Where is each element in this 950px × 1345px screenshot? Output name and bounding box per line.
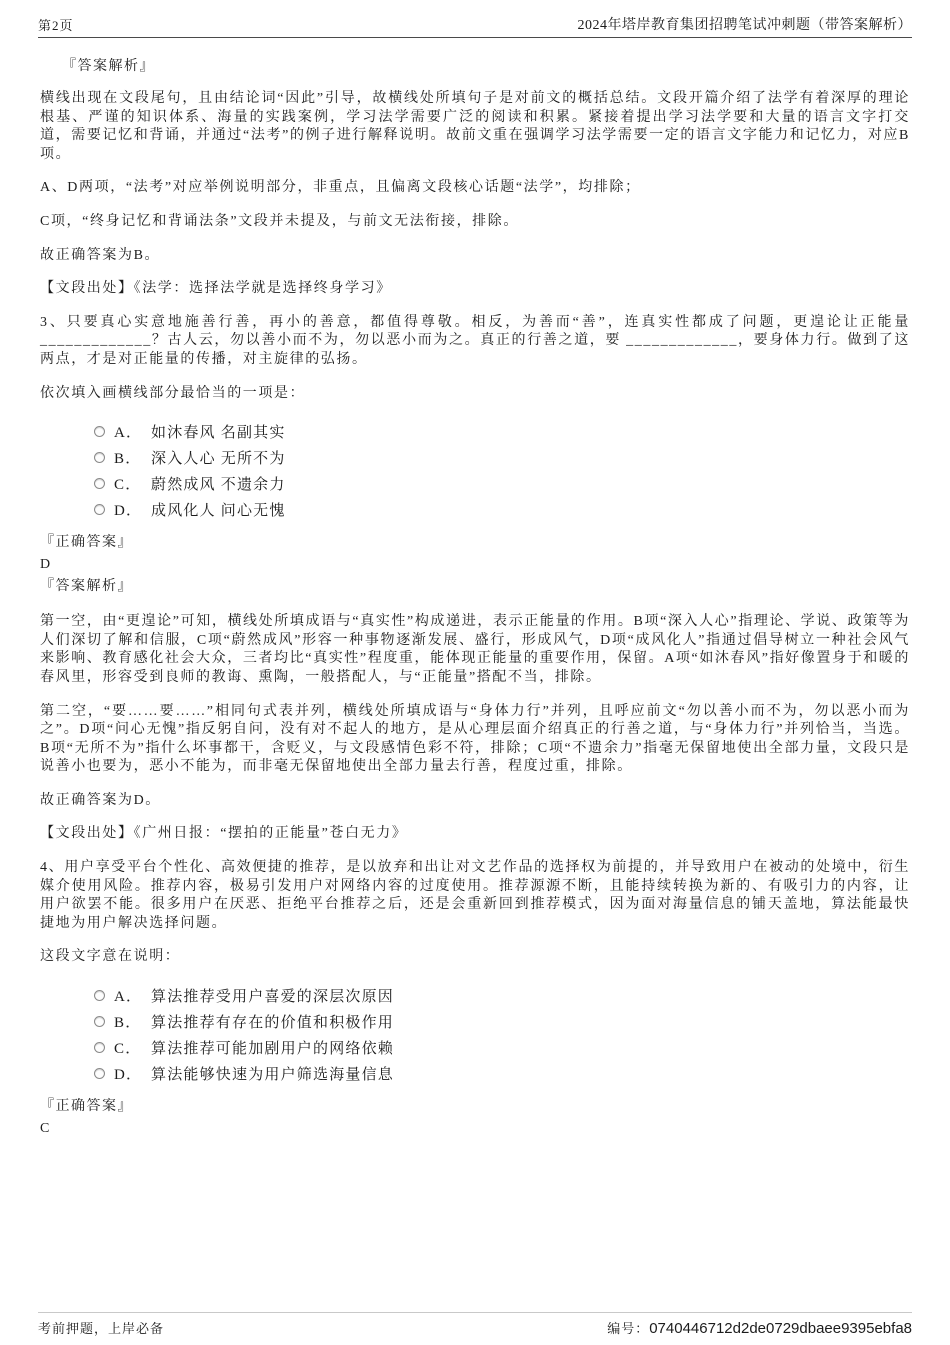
q3-option-d-text: 成风化人 问心无愧 <box>151 502 286 519</box>
q3-option-b-letter: B． <box>114 450 142 467</box>
q2-analysis-label: 『答案解析』 <box>62 59 155 74</box>
q4-option-a-radio[interactable] <box>94 990 105 1001</box>
page-header <box>38 0 912 38</box>
q4-option-a-text: 算法推荐受用户喜爱的深层次原因 <box>151 988 395 1005</box>
q4-correct-answer-label: 『正确答案』 <box>40 1099 133 1115</box>
document-title: 2024年塔岸教育集团招聘笔试冲刺题（带答案解析） <box>577 18 912 33</box>
q3-option-c-text: 蔚然成风 不遗余力 <box>151 476 286 493</box>
q3-option-a-letter: A． <box>114 424 143 441</box>
q4-option-b-radio[interactable] <box>94 1016 105 1027</box>
q4-option-d-radio[interactable] <box>94 1068 105 1079</box>
q3-option-b <box>94 444 910 470</box>
q3-analysis-paragraph-2: 第二空，“要……要……”相同句式表并列，横线处所填成语与“身体力行”并列，且呼应前文“勿以善小而不为，勿以恶小而为之”。D项“问心无愧”指反躬自问，没有对不起人的地方，是从心理层面介绍真正的行善之道，与“身体力行”并列恰当，当选。B项“无所不为”指什么坏事都干，含贬义，与文段感情色彩不符，排除；C项“不遗余力”指毫无保留地使出全部力量，文段只是说善小也要为，恶小不能为，而非毫无保留地使出全部力量去行善，程度过重，排除。 <box>40 703 910 775</box>
q3-answer-block <box>40 532 910 598</box>
q4-option-a-letter: A． <box>114 988 143 1005</box>
footer-id-label: 编号： <box>607 1321 650 1336</box>
q3-instruction: 依次填入画横线部分最恰当的一项是： <box>40 385 306 401</box>
q3-option-b-radio[interactable] <box>94 452 105 463</box>
q4-option-d-text: 算法能够快速为用户筛选海量信息 <box>151 1066 395 1083</box>
q3-option-a <box>94 418 910 444</box>
footer-id-value: 0740446712d2de0729dbaee9395ebfa8 <box>649 1320 912 1337</box>
q4-option-c-radio[interactable] <box>94 1042 105 1053</box>
page-footer <box>38 1312 912 1337</box>
q4-answer-block <box>40 1096 910 1140</box>
q3-correct-answer: D <box>40 557 52 573</box>
q4-option-c <box>94 1034 910 1060</box>
footer-document-id <box>607 1318 912 1337</box>
q3-analysis-paragraph-1: 第一空，由“更遑论”可知，横线处所填成语与“真实性”构成递进，表示正能量的作用。B项“深入人心”指理论、学说、政策等为人们深切了解和信服，C项“蔚然成风”形容一种事物逐渐发展、盛行，形成风气，D项“成风化人”指通过倡导树立一种社会风气来影响、教育感化社会大众，三者均比“真实性”程度重，能体现正能量的重要作用，保留。A项“如沐春风”指好像置身于和暖的春风里，形容受到良师的教诲、熏陶，一般搭配人，与“正能量”搭配不当，排除。 <box>40 614 910 685</box>
q4-option-d <box>94 1060 910 1086</box>
q3-option-a-radio[interactable] <box>94 426 105 437</box>
q3-option-b-text: 深入人心 无所不为 <box>151 450 286 467</box>
q3-source: 【文段出处】《广州日报：“摆拍的正能量”苍白无力》 <box>40 826 408 842</box>
q2-conclusion: 故正确答案为B。 <box>40 247 161 263</box>
q4-option-c-letter: C． <box>114 1040 142 1057</box>
q3-option-c-letter: C． <box>114 476 142 493</box>
q4-option-b-letter: B． <box>114 1014 142 1031</box>
q3-option-d <box>94 496 910 522</box>
q3-correct-answer-label: 『正确答案』 <box>40 535 133 551</box>
q4-option-d-letter: D． <box>114 1066 143 1083</box>
q3-option-c <box>94 470 910 496</box>
q3-option-d-radio[interactable] <box>94 504 105 515</box>
q4-instruction: 这段文字意在说明： <box>40 949 181 965</box>
q4-option-c-text: 算法推荐可能加剧用户的网络依赖 <box>151 1040 395 1057</box>
q3-options <box>94 418 910 522</box>
q3-analysis-label: 『答案解析』 <box>40 579 133 595</box>
q4-options <box>94 982 910 1086</box>
q3-stem: 3、只要真心实意地施善行善，再小的善意，都值得尊敬。相反，为善而“善”，连真实性都成了问题，更遑论让正能量 _____________？古人云，勿以善小而不为，勿以恶小而为之。真正的行善之道，要 _____________，要身体力行。做到了这两点，才是对正能量的传播，对主旋律的弘扬。 <box>40 314 910 367</box>
q2-source: 【文段出处】《法学：选择法学就是选择终身学习》 <box>40 281 392 297</box>
q3-option-a-text: 如沐春风 名副其实 <box>151 424 286 441</box>
q2-analysis-paragraph: 横线出现在文段尾句，且由结论词“因此”引导，故横线处所填句子是对前文的概括总结。文段开篇介绍了法学有着深厚的理论根基、严谨的知识体系、海量的实践案例，学习法学需要广泛的阅读和积累。紧接着提出学习法学要和大量的语言文字打交道，需要记忆和背诵，并通过“法考”的例子进行解释说明。故前文重在强调学习法学需要一定的语言文字能力和记忆力，对应B项。 <box>40 91 910 162</box>
q2-analysis-c-item: C项，“终身记忆和背诵法条”文段并未提及，与前文无法衔接，排除。 <box>40 213 519 229</box>
q3-conclusion: 故正确答案为D。 <box>40 792 161 808</box>
q4-correct-answer: C <box>40 1121 51 1137</box>
q4-stem: 4、用户享受平台个性化、高效便捷的推荐，是以放弃和出让对文艺作品的选择权为前提的，并导致用户在被动的处境中，衍生媒介使用风险。推荐内容，极易引发用户对网络内容的过度使用。推荐源源不断，且能持续转换为新的、有吸引力的内容，让用户欲罢不能。很多用户在厌恶、拒绝平台推荐之后，还是会重新回到推荐模式，因为面对海量信息的铺天盖地，算法能最快捷地为用户解决选择问题。 <box>40 860 910 931</box>
q4-option-b-text: 算法推荐有存在的价值和积极作用 <box>151 1014 395 1031</box>
page-content <box>40 55 910 1140</box>
q4-option-a <box>94 982 910 1008</box>
footer-slogan: 考前押题，上岸必备 <box>38 1321 165 1336</box>
q3-option-d-letter: D． <box>114 502 143 519</box>
page-number: 第2页 <box>38 18 74 33</box>
q3-option-c-radio[interactable] <box>94 478 105 489</box>
q4-option-b <box>94 1008 910 1034</box>
q2-analysis-ad-items: A、D两项，“法考”对应举例说明部分，非重点，且偏离文段核心话题“法学”，均排除； <box>40 180 641 196</box>
